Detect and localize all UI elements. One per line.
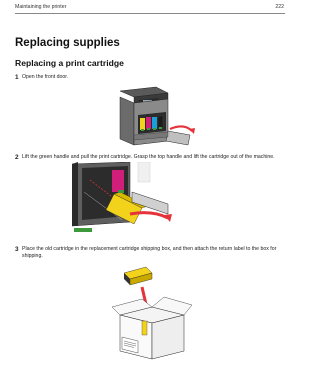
step-2 — [15, 154, 285, 162]
header-section: Maintaining the printer — [15, 4, 67, 10]
step-3-text: Place the old cartridge in the replacement cartridge shipping box, and then attach the return label to the box for shipping. — [22, 246, 277, 259]
section-title: Replacing a print cartridge — [15, 58, 124, 68]
step-2-number: 2 — [15, 154, 19, 161]
step-1 — [15, 74, 285, 82]
step-1-number: 1 — [15, 74, 19, 81]
header-page-number: 222 — [275, 4, 284, 10]
step-2-text: Lift the green handle and pull the print cartridge. Grasp the top handle and lift the cartridge out of the machine. — [22, 154, 275, 160]
shipping-box-illustration — [112, 263, 192, 363]
cartridge-removal-illustration — [72, 162, 212, 232]
step-3 — [15, 246, 285, 262]
step-1-text: Open the front door. — [22, 74, 69, 80]
header-rule — [15, 13, 285, 14]
step-3-number: 3 — [15, 246, 19, 253]
page-title: Replacing supplies — [15, 37, 120, 49]
printer-front-door-illustration — [110, 85, 200, 151]
